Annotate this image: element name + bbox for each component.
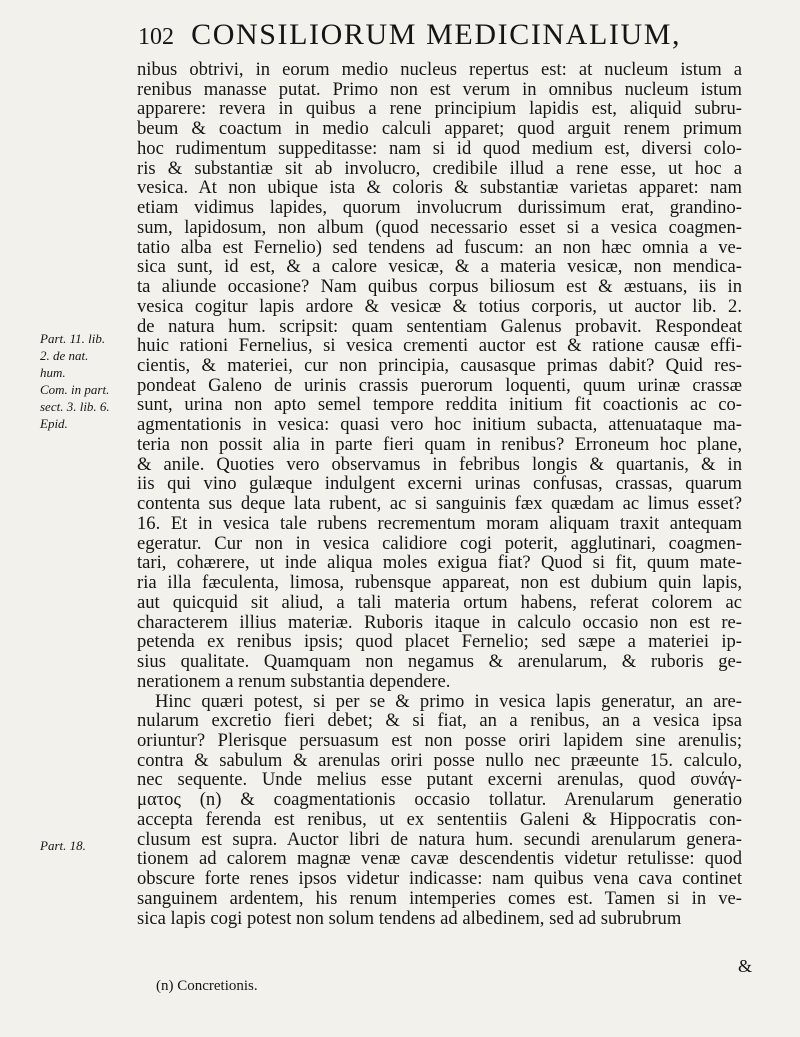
body-line: tari, cohærere, ut inde aliqua moles exigua fiat? Quod si fit, quum mate- (137, 553, 742, 574)
body-line: ta aliunde occasione? Nam quibus corpus biliosum est & æstuans, iis in (137, 277, 742, 297)
body-line: huic rationi Fernelius, si vesica crementi auctor est & ratione causæ effi- (137, 336, 742, 357)
body-line: clusum est supra. Auctor libri de natura hum. secundi arenularum genera- (137, 829, 742, 850)
body-line: cientis, & materiei, cur non principia, causasque primas dabit? Quid res- (137, 356, 742, 376)
body-line: etiam vidimus lapides, quorum involucrum durissimum erat, grandino- (137, 198, 742, 218)
margin-note-line: sect. 3. lib. 6. (40, 399, 110, 414)
running-header (138, 18, 698, 52)
running-title: CONSILIORUM MEDICINALIUM, (191, 18, 682, 51)
body-line: obscure forte renes ipsos videtur indicasse: nam quibus vena cava continet (137, 869, 742, 889)
body-line: pondeat Galeno de urinis crassis puerorum loquenti, quum urinæ crassæ (137, 375, 742, 396)
body-line: tatio alba est Fernelio) sed tendens ad fuscum: an non hæc omnia a ve- (137, 237, 742, 258)
body-line: beum & coactum in medio calculi apparet; quod arguit renem primum (137, 119, 742, 139)
body-line: hoc rudimentum suppeditasse: nam si id quod medium est, diversi colo- (137, 138, 742, 159)
body-text (137, 60, 742, 928)
body-line: tionem ad calorem magnæ venæ cavæ descendentis videtur retulisse: quod (137, 849, 742, 870)
margin-note-part-18 (40, 837, 132, 854)
margin-note-line: 2. de nat. (40, 348, 89, 363)
body-line: iis qui vino gulæque indulgent excerni urinas confusas, crassas, quarum (137, 474, 742, 495)
body-line: accepta ferenda est renibus, ut ex sententiis Galeni & Hippocratis con- (137, 809, 742, 830)
body-line: petenda ex renibus ipsis; quod placet Fernelio; sed sæpe a materiei ip- (137, 632, 742, 653)
body-line: vesica. At non ubique ista & coloris & substantiæ varietas apparet: nam (137, 178, 742, 199)
margin-note-line: Part. 18. (40, 838, 86, 853)
body-line: sica sunt, id est, & a calore vesicæ, & a materia vesicæ, non mendica- (137, 257, 742, 278)
body-line: characterem illius materiæ. Ruboris itaque in calculo occasio non est re- (137, 612, 742, 633)
body-line: contra & sabulum & arenulas oriri posse nullo nec præeunte 15. calculo, (137, 750, 742, 771)
body-line: aut quicquid sit aliud, a tali materia ortum habens, referat colorem ac (137, 592, 742, 613)
body-line: de natura hum. scripsit: quam sententiam Galenus probavit. Respondeat (137, 316, 742, 337)
body-line: sanguinem ardentem, his renum intemperies comes est. Tamen si in ve- (137, 888, 742, 909)
body-line: apparere: revera in quibus a rene principium lapidis est, aliquid subru- (137, 99, 742, 120)
body-line: nec sequente. Unde melius esse putant excerni arenulas, quod συνάγ- (137, 770, 742, 791)
body-line: & anile. Quoties vero observamus in febribus longis & quartanis, & in (137, 454, 742, 475)
body-line: sius qualitate. Quamquam non negamus & arenularum, & ruboris ge- (137, 652, 742, 672)
body-line: ματος (n) & coagmentationis occasio tollatur. Arenularum generatio (137, 790, 742, 810)
catchword: & (738, 956, 753, 976)
footnote: (n) Concretionis. (156, 978, 258, 994)
body-line: oriuntur? Plerisque persuasum est non posse oriri lapidem sine arenulis; (137, 730, 742, 751)
body-line: contenta sus deque lata rubent, ac si sanguinis fæx quædam ac limus esset? (137, 494, 742, 514)
body-line: vesica cogitur lapis ardore & vesicæ & totius corporis, ut auctor lib. 2. (137, 296, 742, 317)
body-line: agmentationis in vesica: quasi vero hoc initium subacta, attenuataque ma- (137, 415, 742, 435)
margin-note-line: Com. in part. (40, 382, 110, 397)
margin-note-part-11 (40, 330, 132, 432)
body-line: ria illa fæculenta, limosa, rubensque appareat, non est dubium quin lapis, (137, 573, 742, 593)
body-line: 16. Et in vesica tale rubens recrementum moram aliquam traxit antequam (137, 513, 742, 534)
page-number: 102 (138, 24, 174, 50)
body-line: Hinc quæri potest, si per se & primo in vesica lapis generatur, an are- (155, 691, 742, 712)
body-line: nibus obtrivi, in eorum medio nucleus repertus est: at nucleum istum a (137, 60, 742, 80)
body-line: sica lapis cogi potest non solum tendens ad albedinem, sed ad subrubrum (137, 908, 682, 929)
body-line: teria non possit alia in parte fieri quam in renibus? Erroneum hoc plane, (137, 434, 742, 455)
margin-note-line: hum. (40, 365, 66, 380)
body-line: sunt, urina non apto semel tempore reddita initium fit coactionis ac co- (137, 395, 742, 416)
body-line: egeratur. Cur non in vesica calidiore cogi poterit, agglutinari, coagmen- (137, 533, 742, 554)
body-line: renibus manasse putat. Primo non est verum in omnibus nucleum istum (137, 79, 742, 100)
margin-note-line: Part. 11. lib. (40, 331, 106, 346)
body-line: nerationem a renum substantia dependere. (137, 671, 451, 692)
margin-note-line: Epid. (40, 416, 68, 431)
body-line: sum, lapidosum, non album (quod necessario esset si a vesica coagmen- (137, 217, 742, 238)
body-line: ris & substantiæ sit ab involucro, credibile illud a rene esse, ut hoc a (137, 158, 742, 179)
body-line: nularum excretio fieri debet; & si fiat, an a renibus, an a vesica ipsa (137, 711, 742, 731)
